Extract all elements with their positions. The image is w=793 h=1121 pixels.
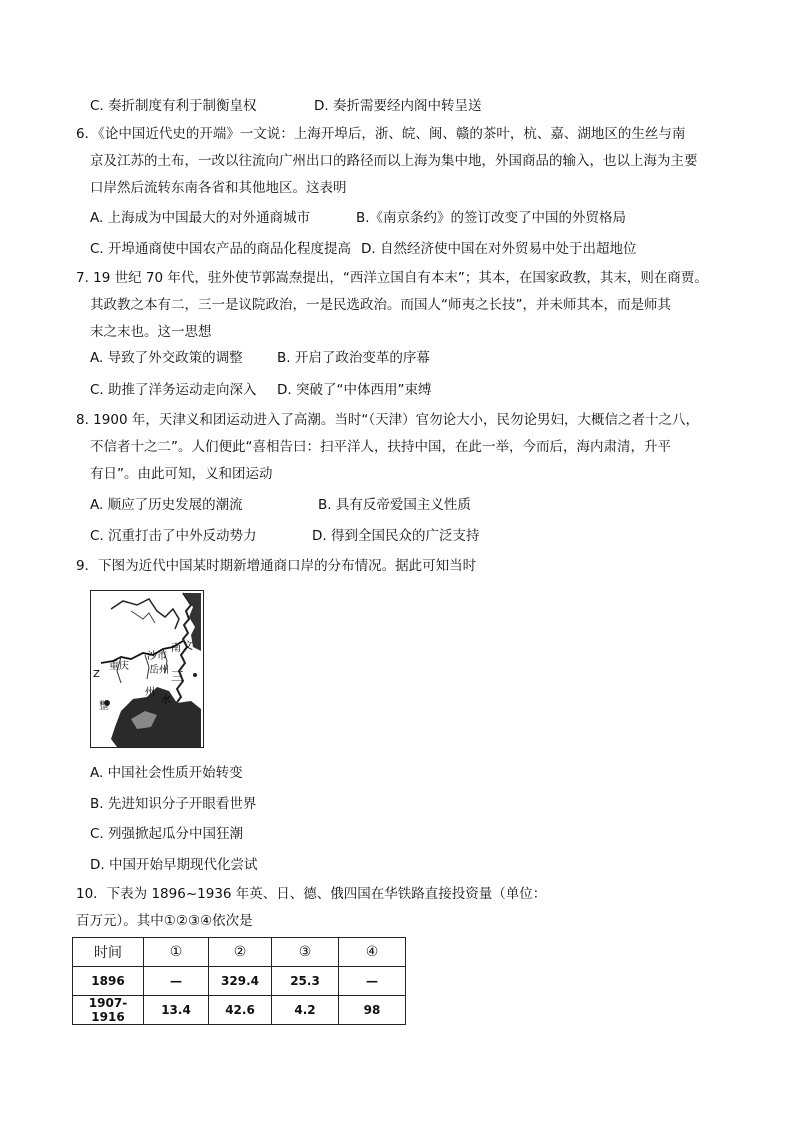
map-label-yuezhou: 岳州: [149, 665, 169, 676]
q5-option-c: C. 奏折制度有利于制衡皇权: [90, 98, 257, 114]
q9-option-a: A. 中国社会性质开始转变: [90, 765, 243, 781]
q5-option-d: D. 奏折需要经内阁中转呈送: [314, 98, 482, 114]
table-header-cell: ②: [209, 938, 272, 967]
q6-stem-line3: 口岸然后流转东南各省和其他地区。这表明: [90, 180, 347, 196]
q6-option-a: A. 上海成为中国最大的对外通商城市: [90, 210, 311, 226]
table-cell: —: [339, 967, 406, 996]
q7-stem-line2: 其政教之本有二，三一是议院政治，一是民选政治。而国人“师夷之长技”，并未师其本，而是师其: [90, 297, 671, 313]
map-label-shashi: 沙市: [147, 651, 167, 662]
q9-option-d: D. 中国开始早期现代化尝试: [90, 857, 258, 873]
q8-stem-line2: 不信者十之二”。人们便此“喜相告曰：扫平洋人，扶持中国，在此一举，今而后，海内肃清，升平: [90, 439, 671, 455]
table-cell: 329.4: [209, 967, 272, 996]
table-cell: —: [144, 967, 209, 996]
table-header-cell: 时间: [73, 938, 144, 967]
q6-stem-line2: 京及江苏的土布，一改以往流向广州出口的路径而以上海为集中地，外国商品的输入，也以上海为主要: [90, 153, 698, 169]
table-cell: 25.3: [272, 967, 339, 996]
table-cell: 1907-1916: [73, 996, 144, 1025]
table-header-cell: ③: [272, 938, 339, 967]
q7-stem-line3: 末之末也。这一思想: [90, 324, 212, 340]
table-header-cell: ④: [339, 938, 406, 967]
map-label-nan: 南: [171, 643, 181, 654]
table-cell: 98: [339, 996, 406, 1025]
q10-stem-line1: 10．下表为 1896~1936 年英、日、德、俄四国在华铁路直接投资量（单位：: [76, 886, 547, 902]
treaty-port-map: [90, 590, 204, 748]
q8-option-c: C. 沉重打击了中外反动势力: [90, 528, 257, 544]
map-label-zheng: 整: [99, 701, 109, 712]
map-label-zhou: 州: [145, 687, 155, 698]
q7-option-a: A. 导致了外交政策的调整: [90, 350, 243, 366]
table-cell: 13.4: [144, 996, 209, 1025]
q9-stem: 9．下图为近代中国某时期新增通商口岸的分布情况。据此可知当时: [76, 558, 477, 574]
map-figure: [91, 591, 203, 747]
q7-stem-line1: 7. 19 世纪 70 年代，驻外使节郭嵩焘提出，“西洋立国自有本末”；其本，在国家政教，其末，则在商贾。: [76, 270, 708, 286]
q7-option-c: C. 助推了洋务运动走向深入: [90, 382, 257, 398]
q8-option-b: B. 具有反帝爱国主义性质: [318, 497, 471, 513]
table-header-row: [73, 938, 406, 967]
table-row: [73, 967, 406, 996]
table-row: [73, 996, 406, 1025]
map-label-san: 三: [171, 670, 185, 685]
q6-option-b: B.《南京条约》的签订改变了中国的外贸格局: [356, 210, 627, 226]
map-label-wen: 文: [183, 641, 193, 652]
q7-option-b: B. 开启了政治变革的序幕: [277, 350, 430, 366]
q8-stem-line1: 8. 1900 年，天津义和团运动进入了高潮。当时“（天津）官勿论大小，民勿论男妇，大概信之者十之八，: [76, 412, 700, 428]
table-header-cell: ①: [144, 938, 209, 967]
table-cell: 4.2: [272, 996, 339, 1025]
q6-stem-line1: 6．《论中国近代史的开端》一文说：上海开埠后，浙、皖、闽、赣的茶叶，杭、嘉、湖地区的生丝与南: [76, 126, 686, 142]
table-cell: 42.6: [209, 996, 272, 1025]
investment-table: [72, 937, 406, 1025]
q8-option-a: A. 顺应了历史发展的潮流: [90, 497, 243, 513]
q9-option-c: C. 列强掀起瓜分中国狂潮: [90, 826, 244, 842]
map-label-z: Z: [93, 669, 100, 680]
map-label-shui: 水: [161, 695, 171, 706]
q6-option-c: C. 开埠通商使中国农产品的商品化程度提高: [90, 241, 352, 257]
q8-option-d: D. 得到全国民众的广泛支持: [312, 528, 480, 544]
map-label-chongqing: 重庆: [109, 661, 129, 672]
q10-stem-line2: 百万元）。其中①②③④依次是: [76, 913, 253, 929]
q8-stem-line3: 有日”。由此可知，义和团运动: [90, 466, 273, 482]
q9-option-b: B. 先进知识分子开眼看世界: [90, 796, 257, 812]
q6-option-d: D. 自然经济使中国在对外贸易中处于出超地位: [361, 241, 637, 257]
q7-option-d: D. 突破了“中体西用”束缚: [277, 382, 432, 398]
table-cell: 1896: [73, 967, 144, 996]
